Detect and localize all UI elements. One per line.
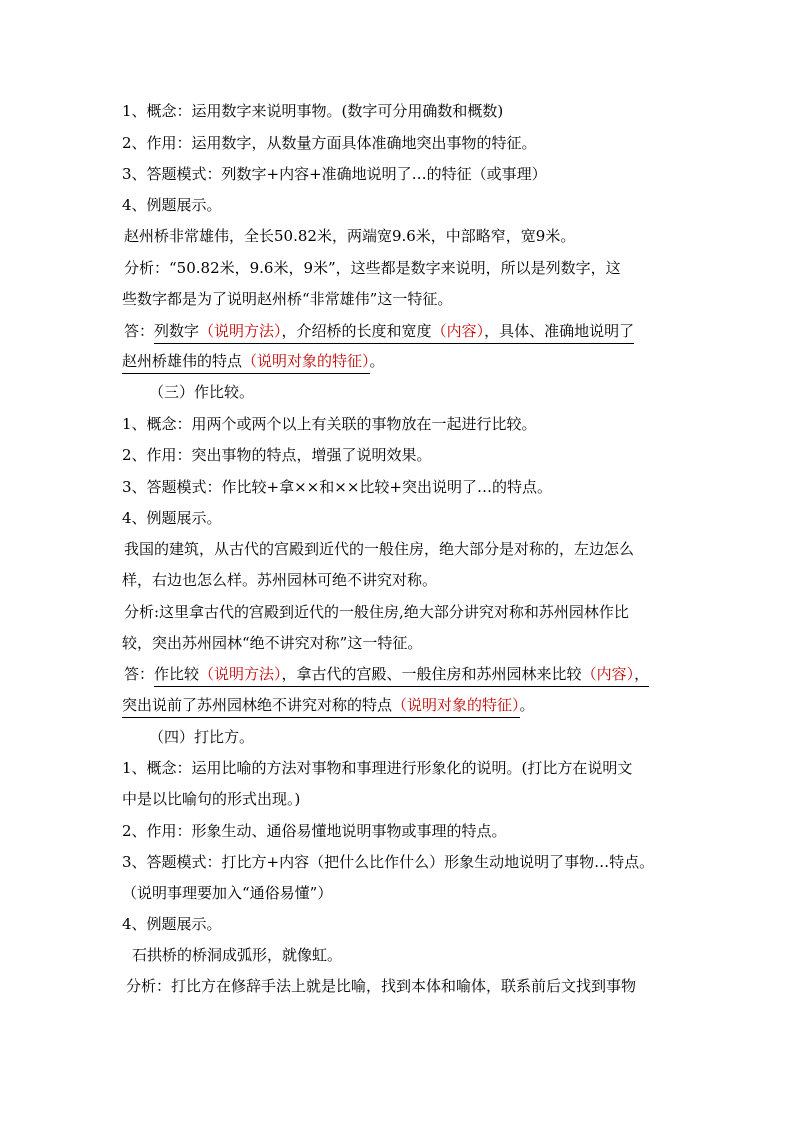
- text-line: 2、作用：形象生动、通俗易懂地说明事物或事理的特点。: [122, 822, 507, 840]
- section-heading: （四）打比方。: [149, 728, 255, 746]
- answer-prefix: 答：: [124, 665, 155, 683]
- feature-note: （说明对象的特征）: [392, 696, 520, 714]
- text-line: 3、答题模式：列数字+内容+准确地说明了…的特征（或事理）: [122, 165, 547, 183]
- analysis-text: 分析：“50.82米，9.6米，9米”，这些都是数字来说明，所以是列数字，这: [124, 259, 621, 277]
- answer-underlined: 作比较（说明方法），拿古代的宫殿、一般住房和苏州园林来比较（内容），: [154, 665, 649, 687]
- answer-line: [124, 321, 634, 341]
- analysis-text: 较，突出苏州园林“绝不讲究对称”这一特征。: [122, 634, 423, 652]
- analysis-text: 分析：打比方在修辞手法上就是比喻，找到本体和喻体，联系前后文找到事物: [126, 977, 637, 995]
- content-note: （内容）: [431, 322, 485, 340]
- analysis-text: 些数字都是为了说明赵州桥“非常雄伟”这一特征。: [122, 290, 453, 308]
- text-line: 2、作用：突出事物的特点，增强了说明效果。: [122, 446, 432, 464]
- text-line: 3、答题模式：作比较+拿××和××比较+突出说明了…的特点。: [122, 478, 552, 496]
- text-line: （说明事理要加入“通俗易懂”）: [122, 884, 333, 902]
- example-text: 我国的建筑，从古代的宫殿到近代的一般住房，绝大部分是对称的，左边怎么: [124, 540, 635, 558]
- answer-line: 赵州桥雄伟的特点（说明对象的特征）。: [122, 351, 385, 371]
- text-line: 1、概念：运用比喻的方法对事物和事理进行形象化的说明。(打比方在说明文: [122, 759, 633, 777]
- text-line: 1、概念：运用数字来说明事物。(数字可分用确数和概数): [122, 102, 504, 120]
- answer-prefix: 答：: [124, 322, 155, 340]
- answer-line: [124, 664, 649, 684]
- method-note: （说明方法）: [199, 322, 282, 340]
- method-note: （说明方法）: [199, 665, 282, 683]
- text-line: 3、答题模式：打比方+内容（把什么比作什么）形象生动地说明了事物…特点。: [122, 853, 655, 871]
- text-line: 中是以比喻句的形式出现。): [122, 790, 301, 808]
- answer-underlined: 突出说前了苏州园林绝不讲究对称的特点（说明对象的特征）: [122, 696, 520, 718]
- text-line: 1、概念：用两个或两个以上有关联的事物放在一起进行比较。: [122, 415, 537, 433]
- example-text: 赵州桥非常雄伟，全长50.82米，两端宽9.6米，中部略窄，宽9米。: [124, 227, 576, 245]
- text-line: 2、作用：运用数字，从数量方面具体准确地突出事物的特征。: [122, 134, 537, 152]
- text-line: 4、例题展示。: [122, 915, 222, 933]
- answer-underlined: 赵州桥雄伟的特点（说明对象的特征）: [122, 352, 370, 374]
- section-heading: （三）作比较。: [149, 383, 255, 401]
- analysis-text: 分析:这里拿古代的宫殿到近代的一般住房,绝大部分讲究对称和苏州园林作比: [124, 603, 629, 621]
- example-text: 石拱桥的桥洞成弧形，就像虹。: [132, 946, 343, 964]
- example-text: 样，右边也怎么样。苏州园林可绝不讲究对称。: [122, 571, 438, 589]
- text-line: 4、例题展示。: [122, 509, 222, 527]
- answer-underlined: 列数字（说明方法），介绍桥的长度和宽度（内容），具体、准确地说明了: [154, 322, 634, 344]
- content-note: （内容）: [581, 665, 635, 683]
- answer-line: 突出说前了苏州园林绝不讲究对称的特点（说明对象的特征）。: [122, 695, 535, 715]
- feature-note: （说明对象的特征）: [242, 352, 370, 370]
- text-line: 4、例题展示。: [122, 196, 222, 214]
